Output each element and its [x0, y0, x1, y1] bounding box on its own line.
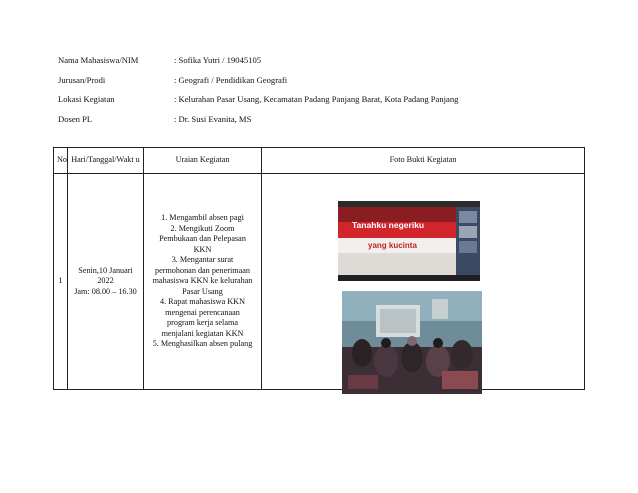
uraian-list: [147, 213, 258, 350]
header-uraian: Uraian Kegiatan: [144, 148, 262, 174]
header-no: No: [54, 148, 68, 174]
uraian-line: permohonan dan penerimaan: [154, 265, 251, 275]
photo-caption-1: Tanahku negeriku: [352, 220, 425, 230]
uraian-line: 5. Menghasilkan absen pulang: [152, 339, 253, 349]
meeting-room-photo: [342, 291, 482, 394]
date-line: 2022: [97, 276, 114, 286]
row-date: [68, 174, 144, 390]
info-value: : Sofika Yutri / 19045105: [174, 55, 262, 65]
table-header-row: [54, 148, 585, 174]
uraian-line: 1. Mengambil absen pagi: [161, 213, 244, 223]
header-foto: Foto Bukti Kegiatan: [262, 148, 585, 174]
header-date: Hari/Tanggal/Wakt u: [68, 148, 144, 174]
uraian-line: Pasar Usang: [182, 286, 223, 296]
activity-table: [53, 147, 585, 390]
info-label: Jurusan/Prodi: [58, 74, 106, 85]
row-photos: [262, 174, 585, 390]
info-label: Dosen PL: [58, 113, 93, 124]
info-label: Lokasi Kegiatan: [58, 94, 115, 104]
uraian-line: 2. Mengikuti Zoom: [170, 223, 235, 233]
info-value: : Dr. Susi Evanita, MS: [174, 113, 252, 124]
info-value: : Kelurahan Pasar Usang, Kecamatan Padang Panjang Barat, Kota Padang Panjang: [174, 94, 459, 104]
date-line: Jam: 08.00 – 16.30: [74, 286, 137, 296]
photo-caption-2: yang kucinta: [368, 241, 417, 250]
uraian-line: 4. Rapat mahasiswa KKN: [159, 297, 246, 307]
info-value: : Geografi / Pendidikan Geografi: [174, 74, 288, 85]
zoom-screenshot-photo: [338, 201, 480, 281]
info-label: Nama Mahasiswa/NIM: [58, 55, 139, 65]
uraian-line: program kerja selama: [167, 318, 238, 328]
uraian-line: Pembukaan dan Pelepasan: [159, 234, 246, 244]
uraian-line: 3. Mengantar surat: [171, 255, 234, 265]
date-line: Senin,10 Januari: [78, 265, 133, 275]
uraian-line: menjalani kegiatan KKN: [161, 328, 244, 338]
row-uraian: [144, 174, 262, 390]
uraian-line: mahasiswa KKN ke kelurahan: [152, 276, 253, 286]
uraian-line: mengenai perencanaan: [165, 307, 240, 317]
uraian-line: KKN: [193, 244, 212, 254]
row-number: 1: [54, 174, 68, 390]
table-row: [54, 174, 585, 390]
